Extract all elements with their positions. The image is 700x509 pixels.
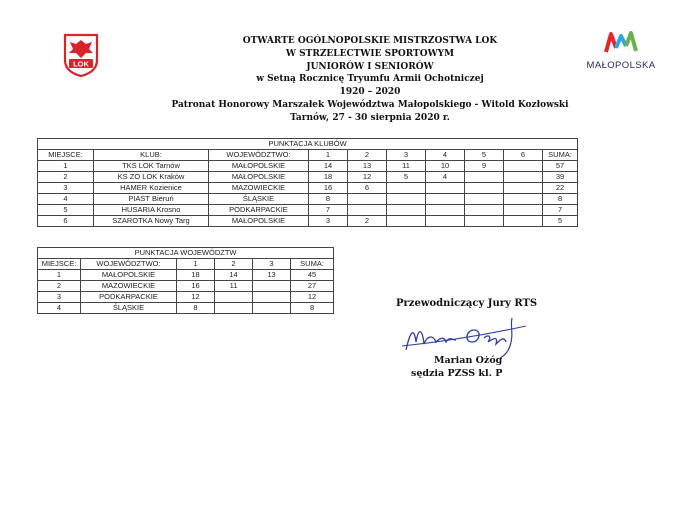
table-cell xyxy=(465,172,504,183)
table-cell xyxy=(348,194,387,205)
table-cell xyxy=(465,205,504,216)
table-cell: MAŁOPOLSKIE xyxy=(209,161,309,172)
table-cell: 22 xyxy=(543,183,578,194)
table-cell: 45 xyxy=(291,270,334,281)
table-cell: 2 xyxy=(38,172,94,183)
table-cell: HUSARIA Krosno xyxy=(94,205,209,216)
table-cell: KS ZO LOK Kraków xyxy=(94,172,209,183)
document-header xyxy=(170,35,570,125)
col-header: 2 xyxy=(215,259,253,270)
table-cell: 6 xyxy=(348,183,387,194)
col-header: 4 xyxy=(426,150,465,161)
table-cell xyxy=(504,161,543,172)
table-row xyxy=(38,216,578,227)
table-cell: 3 xyxy=(38,292,81,303)
table-cell xyxy=(504,216,543,227)
table-cell: SZAROTKA Nowy Targ xyxy=(94,216,209,227)
header-line-2: W STRZELECTWIE SPORTOWYM xyxy=(285,48,455,59)
jury-chair-title: Przewodniczący Jury RTS xyxy=(396,298,538,309)
table-cell xyxy=(215,292,253,303)
col-header: KLUB: xyxy=(94,150,209,161)
voivodeships-table-title: PUNKTACJA WOJEWÓDZTW xyxy=(38,248,334,259)
clubs-table xyxy=(37,138,578,227)
table-cell: 13 xyxy=(348,161,387,172)
col-header: MIEJSCE: xyxy=(38,150,94,161)
col-header: 3 xyxy=(387,150,426,161)
table-cell xyxy=(253,292,291,303)
table-cell xyxy=(426,205,465,216)
table-cell xyxy=(348,205,387,216)
table-cell: 5 xyxy=(387,172,426,183)
table-row xyxy=(38,270,334,281)
table-cell: ŚLĄSKIE xyxy=(209,194,309,205)
table-cell xyxy=(253,303,291,314)
header-line-3: JUNIORÓW I SENIORÓW xyxy=(306,61,434,72)
table-cell: 6 xyxy=(38,216,94,227)
table-cell: 5 xyxy=(543,216,578,227)
table-cell: 16 xyxy=(309,183,348,194)
table-cell: 2 xyxy=(38,281,81,292)
table-cell xyxy=(465,183,504,194)
table-cell: 12 xyxy=(348,172,387,183)
malopolska-mark-icon xyxy=(601,30,641,54)
voivodeships-table xyxy=(37,247,334,314)
table-cell: 12 xyxy=(291,292,334,303)
voivodeships-table-header-row xyxy=(38,259,334,270)
table-row xyxy=(38,292,334,303)
table-cell: MAŁOPOLSKIE xyxy=(81,270,177,281)
table-cell: PODKARPACKIE xyxy=(209,205,309,216)
col-header: 1 xyxy=(177,259,215,270)
table-cell: 14 xyxy=(215,270,253,281)
header-line-4: w Setną Rocznicę Tryumfu Armii Ochotniczej xyxy=(256,74,484,85)
col-header: SUMA: xyxy=(291,259,334,270)
table-cell xyxy=(387,216,426,227)
table-cell: MAZOWIECKIE xyxy=(209,183,309,194)
col-header: 3 xyxy=(253,259,291,270)
table-cell: 4 xyxy=(38,303,81,314)
clubs-table-title: PUNKTACJA KLUBÓW xyxy=(38,139,578,150)
table-cell xyxy=(465,216,504,227)
table-cell xyxy=(426,216,465,227)
table-cell: 13 xyxy=(253,270,291,281)
table-cell xyxy=(465,194,504,205)
table-cell: 27 xyxy=(291,281,334,292)
table-cell: ŚLĄSKIE xyxy=(81,303,177,314)
table-cell xyxy=(504,194,543,205)
header-line-5: 1920 – 2020 xyxy=(339,87,401,98)
table-cell xyxy=(387,183,426,194)
table-cell: 8 xyxy=(291,303,334,314)
header-line-6: Patronat Honorowy Marszałek Województwa Małopolskiego - Witold Kozłowski xyxy=(171,99,569,110)
malopolska-logo xyxy=(586,30,656,71)
table-cell: 57 xyxy=(543,161,578,172)
col-header: SUMA: xyxy=(543,150,578,161)
table-row xyxy=(38,194,578,205)
table-cell: MAZOWIECKIE xyxy=(81,281,177,292)
table-cell: 10 xyxy=(426,161,465,172)
header-line-1: OTWARTE OGÓLNOPOLSKIE MISTRZOSTWA LOK xyxy=(242,36,498,46)
table-cell: MAŁOPOLSKIE xyxy=(209,216,309,227)
table-row xyxy=(38,172,578,183)
table-cell: TKS LOK Tarnów xyxy=(94,161,209,172)
table-cell: 8 xyxy=(543,194,578,205)
table-cell: MAŁOPOLSKIE xyxy=(209,172,309,183)
col-header: MIEJSCE: xyxy=(38,259,81,270)
table-cell: 4 xyxy=(38,194,94,205)
table-cell: 39 xyxy=(543,172,578,183)
table-cell: 7 xyxy=(309,205,348,216)
table-cell xyxy=(426,194,465,205)
table-cell xyxy=(504,172,543,183)
table-cell: HAMER Kozienice xyxy=(94,183,209,194)
table-cell xyxy=(387,194,426,205)
col-header: WOJEWÓDZTWO: xyxy=(81,259,177,270)
table-cell: 7 xyxy=(543,205,578,216)
clubs-table-header-row xyxy=(38,150,578,161)
table-cell: 18 xyxy=(309,172,348,183)
table-row xyxy=(38,281,334,292)
table-cell xyxy=(215,303,253,314)
col-header: WOJEWÓDZTWO: xyxy=(209,150,309,161)
lok-logo xyxy=(62,32,100,78)
table-cell: 1 xyxy=(38,270,81,281)
table-cell: 2 xyxy=(348,216,387,227)
table-row xyxy=(38,183,578,194)
table-cell: 4 xyxy=(426,172,465,183)
table-row xyxy=(38,205,578,216)
table-cell: 18 xyxy=(177,270,215,281)
table-cell: 9 xyxy=(465,161,504,172)
table-cell: 16 xyxy=(177,281,215,292)
signature-scribble xyxy=(400,312,530,360)
judge-name: Marian Ożóg xyxy=(434,355,503,366)
malopolska-logo-text: MAŁOPOLSKA xyxy=(586,60,656,71)
table-cell xyxy=(253,281,291,292)
table-cell xyxy=(504,205,543,216)
table-cell: PODKARPACKIE xyxy=(81,292,177,303)
table-cell: 8 xyxy=(309,194,348,205)
table-cell: 5 xyxy=(38,205,94,216)
lok-logo-text: LOK xyxy=(73,59,89,69)
table-cell xyxy=(387,205,426,216)
table-cell: 3 xyxy=(38,183,94,194)
table-row xyxy=(38,161,578,172)
table-cell: 1 xyxy=(38,161,94,172)
table-row xyxy=(38,303,334,314)
col-header: 5 xyxy=(465,150,504,161)
table-cell: 14 xyxy=(309,161,348,172)
table-cell: 3 xyxy=(309,216,348,227)
col-header: 6 xyxy=(504,150,543,161)
col-header: 2 xyxy=(348,150,387,161)
table-cell: 12 xyxy=(177,292,215,303)
header-line-7: Tarnów, 27 - 30 sierpnia 2020 r. xyxy=(290,112,450,123)
table-cell xyxy=(426,183,465,194)
table-cell: 11 xyxy=(215,281,253,292)
table-cell: 8 xyxy=(177,303,215,314)
table-cell: PIAST Bieruń xyxy=(94,194,209,205)
table-cell: 11 xyxy=(387,161,426,172)
col-header: 1 xyxy=(309,150,348,161)
table-cell xyxy=(504,183,543,194)
judge-role: sędzia PZSS kl. P xyxy=(411,368,503,379)
